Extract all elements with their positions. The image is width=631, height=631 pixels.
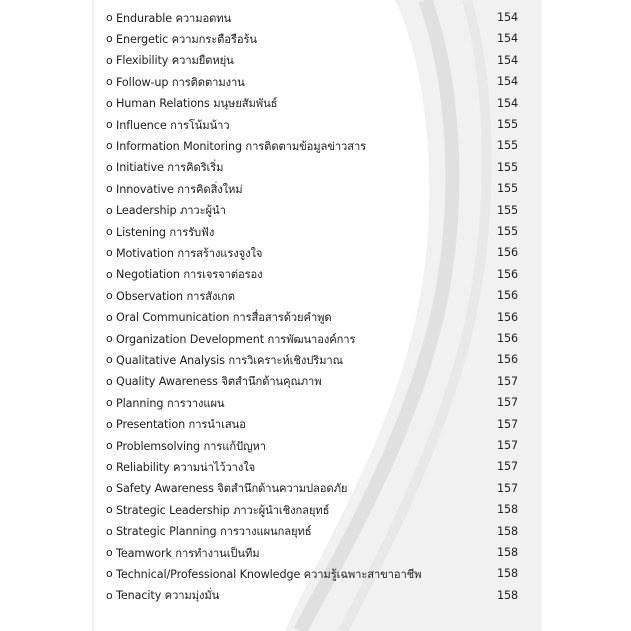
toc-entry-title: Influence การโน้มน้าว — [116, 118, 230, 132]
toc-entry-page-number: 157 — [496, 374, 518, 388]
toc-entry-title: Listening การรับฟัง — [116, 225, 215, 239]
toc-entry-title: Teamwork การทำงานเป็นทีม — [116, 546, 260, 560]
toc-entry-label — [106, 586, 219, 604]
toc-entry-page-number: 157 — [496, 396, 518, 410]
toc-entry-title: Human Relations มนุษยสัมพันธ์ — [116, 97, 278, 111]
toc-entry-label — [106, 287, 235, 305]
toc-entry-title: Flexibility ความยืดหยุ่น — [116, 54, 234, 68]
toc-entry-title: Technical/Professional Knowledge ความรู้เฉพาะสาขาอาชีพ — [116, 567, 422, 581]
toc-entry-page-number: 154 — [496, 53, 518, 67]
bullet-icon: o — [106, 53, 113, 67]
toc-entry-page-number: 155 — [496, 182, 518, 196]
toc-entry-label — [106, 565, 421, 583]
toc-entry — [106, 563, 518, 584]
toc-entry-title: Follow-up การติดตามงาน — [116, 75, 245, 89]
toc-entry — [106, 157, 518, 178]
bullet-icon: o — [106, 310, 113, 324]
toc-entry-label — [106, 544, 260, 562]
toc-entry-title: Negotiation การเจรจาต่อรอง — [116, 268, 263, 282]
toc-entry — [106, 478, 518, 499]
toc-entry-title: Qualitative Analysis การวิเคราะห์เชิงปริมาณ — [116, 353, 343, 367]
toc-entry — [106, 135, 518, 156]
toc-entry-page-number: 156 — [496, 353, 518, 367]
toc-entry — [106, 71, 518, 92]
toc-entry-page-number: 155 — [496, 160, 518, 174]
bullet-icon: o — [106, 182, 113, 196]
toc-entry-title: Presentation การนำเสนอ — [116, 418, 246, 432]
bullet-icon: o — [106, 546, 113, 559]
toc-entry-page-number: 154 — [496, 11, 518, 24]
toc-entry-title: Initiative การคิดริเริ่ม — [116, 161, 224, 175]
toc-entry-label — [106, 180, 243, 198]
bullet-icon: o — [106, 567, 113, 581]
toc-entry-page-number: 157 — [496, 417, 518, 431]
toc-entry-title: Safety Awareness จิตสำนึกด้านความปลอดภัย — [116, 482, 348, 496]
toc-entry-page-number: 158 — [496, 567, 518, 581]
toc-entry-title: Problemsolving การแก้ปัญหา — [116, 439, 266, 453]
toc-entry — [106, 349, 518, 370]
toc-entry — [106, 50, 518, 71]
toc-entry-label — [106, 330, 355, 348]
toc-entry — [106, 456, 518, 477]
toc-entry-page-number: 154 — [496, 75, 518, 89]
toc-entry — [106, 285, 518, 306]
toc-entry — [106, 435, 518, 456]
toc-entry-label — [106, 30, 257, 48]
bullet-icon: o — [106, 267, 113, 281]
toc-entry-page-number: 156 — [496, 289, 518, 303]
toc-entry-title: Organization Development การพัฒนาองค์การ — [116, 332, 356, 346]
toc-entry — [106, 28, 518, 49]
toc-entry-title: Motivation การสร้างแรงจูงใจ — [116, 246, 263, 260]
toc-entry-title: Quality Awareness จิตสำนึกด้านคุณภาพ — [116, 375, 322, 389]
toc-entry-page-number: 154 — [496, 32, 518, 46]
toc-entry — [106, 499, 518, 520]
toc-entry-page-number: 156 — [496, 246, 518, 260]
toc-entry-label — [106, 437, 266, 455]
bullet-icon: o — [106, 460, 113, 474]
toc-entry-label — [106, 158, 223, 176]
toc-entry — [106, 328, 518, 349]
toc-entry — [106, 264, 518, 285]
table-of-contents — [95, 0, 538, 631]
toc-entry — [106, 242, 518, 263]
bullet-icon: o — [106, 524, 113, 538]
toc-entry-label — [106, 116, 230, 134]
toc-entry-label — [106, 501, 329, 519]
toc-entry — [106, 178, 518, 199]
bullet-icon: o — [106, 439, 113, 452]
toc-entry — [106, 93, 518, 114]
toc-entry-page-number: 154 — [496, 96, 518, 110]
toc-entry-page-number: 155 — [496, 118, 518, 131]
toc-entry-label — [106, 201, 226, 219]
toc-entry-label — [106, 522, 311, 540]
bullet-icon: o — [106, 481, 113, 495]
bullet-icon: o — [106, 246, 113, 260]
toc-entry-page-number: 157 — [496, 460, 518, 474]
toc-entry-page-number: 156 — [496, 267, 518, 281]
toc-entry-page-number: 155 — [496, 203, 518, 217]
toc-entry-title: Tenacity ความมุ่งมั่น — [116, 589, 220, 603]
bullet-icon: o — [106, 160, 113, 174]
toc-entry — [106, 114, 518, 135]
bullet-icon: o — [106, 75, 113, 89]
toc-entry-label — [106, 223, 214, 241]
toc-entry-label — [106, 51, 234, 69]
toc-entry-title: Observation การสังเกต — [116, 289, 235, 303]
bullet-icon: o — [106, 96, 113, 110]
bullet-icon: o — [106, 588, 113, 602]
toc-entry-label — [106, 351, 343, 369]
toc-entry-title: Energetic ความกระตือรือร้น — [116, 32, 257, 46]
toc-entry-page-number: 158 — [496, 503, 518, 517]
toc-entry — [106, 414, 518, 435]
bullet-icon: o — [106, 11, 113, 24]
toc-entry-page-number: 156 — [496, 310, 518, 324]
bullet-icon: o — [106, 32, 113, 46]
toc-entry — [106, 392, 518, 413]
toc-entry — [106, 200, 518, 221]
toc-entry — [106, 221, 518, 242]
toc-entry-label — [106, 73, 245, 91]
toc-entry-page-number: 158 — [496, 546, 518, 559]
toc-entry-title: Leadership ภาวะผู้นำ — [116, 204, 226, 218]
toc-entry-title: Reliability ความน่าไว้วางใจ — [116, 460, 256, 474]
bullet-icon: o — [106, 503, 113, 517]
bullet-icon: o — [106, 139, 113, 153]
toc-entry-label — [106, 479, 347, 497]
bullet-icon: o — [106, 289, 113, 303]
toc-entry-page-number: 158 — [496, 524, 518, 538]
toc-entry-label — [106, 394, 224, 412]
toc-entry-page-number: 155 — [496, 225, 518, 238]
toc-entry-page-number: 157 — [496, 439, 518, 452]
toc-entry-title: Strategic Planning การวางแผนกลยุทธ์ — [116, 525, 312, 539]
bullet-icon: o — [106, 118, 113, 131]
toc-entry — [106, 585, 518, 606]
toc-entry-title: Strategic Leadership ภาวะผู้นำเชิงกลยุทธ์ — [116, 503, 330, 517]
toc-entry-label — [106, 9, 231, 27]
document-page — [95, 0, 538, 631]
toc-entry-page-number: 155 — [496, 139, 518, 153]
toc-entry-page-number: 158 — [496, 588, 518, 602]
toc-entry-label — [106, 94, 277, 112]
toc-entry — [106, 371, 518, 392]
toc-entry-title: Endurable ความอดทน — [116, 11, 232, 25]
toc-entry-page-number: 156 — [496, 332, 518, 345]
toc-entry-title: Oral Communication การสื่อสารด้วยคำพูด — [116, 311, 332, 325]
bullet-icon: o — [106, 417, 113, 431]
toc-entry-title: Information Monitoring การติดตามข้อมูลข่าวสาร — [116, 139, 367, 153]
bullet-icon: o — [106, 374, 113, 388]
toc-entry-label — [106, 265, 263, 283]
toc-entry-label — [106, 458, 255, 476]
toc-entry-label — [106, 372, 322, 390]
toc-entry-page-number: 157 — [496, 481, 518, 495]
toc-entry — [106, 542, 518, 563]
toc-entry-title: Planning การวางแผน — [116, 396, 225, 410]
toc-entry-label — [106, 308, 332, 326]
toc-entry — [106, 7, 518, 28]
toc-entry-title: Innovative การคิดสิ่งใหม่ — [116, 182, 243, 196]
bullet-icon: o — [106, 203, 113, 217]
toc-entry — [106, 521, 518, 542]
page-edge-right — [538, 0, 541, 631]
bullet-icon: o — [106, 332, 113, 345]
bullet-icon: o — [106, 396, 113, 410]
toc-entry — [106, 307, 518, 328]
toc-entry-label — [106, 415, 246, 433]
bullet-icon: o — [106, 225, 113, 238]
toc-entry-label — [106, 137, 366, 155]
bullet-icon: o — [106, 353, 113, 367]
toc-entry-label — [106, 244, 262, 262]
